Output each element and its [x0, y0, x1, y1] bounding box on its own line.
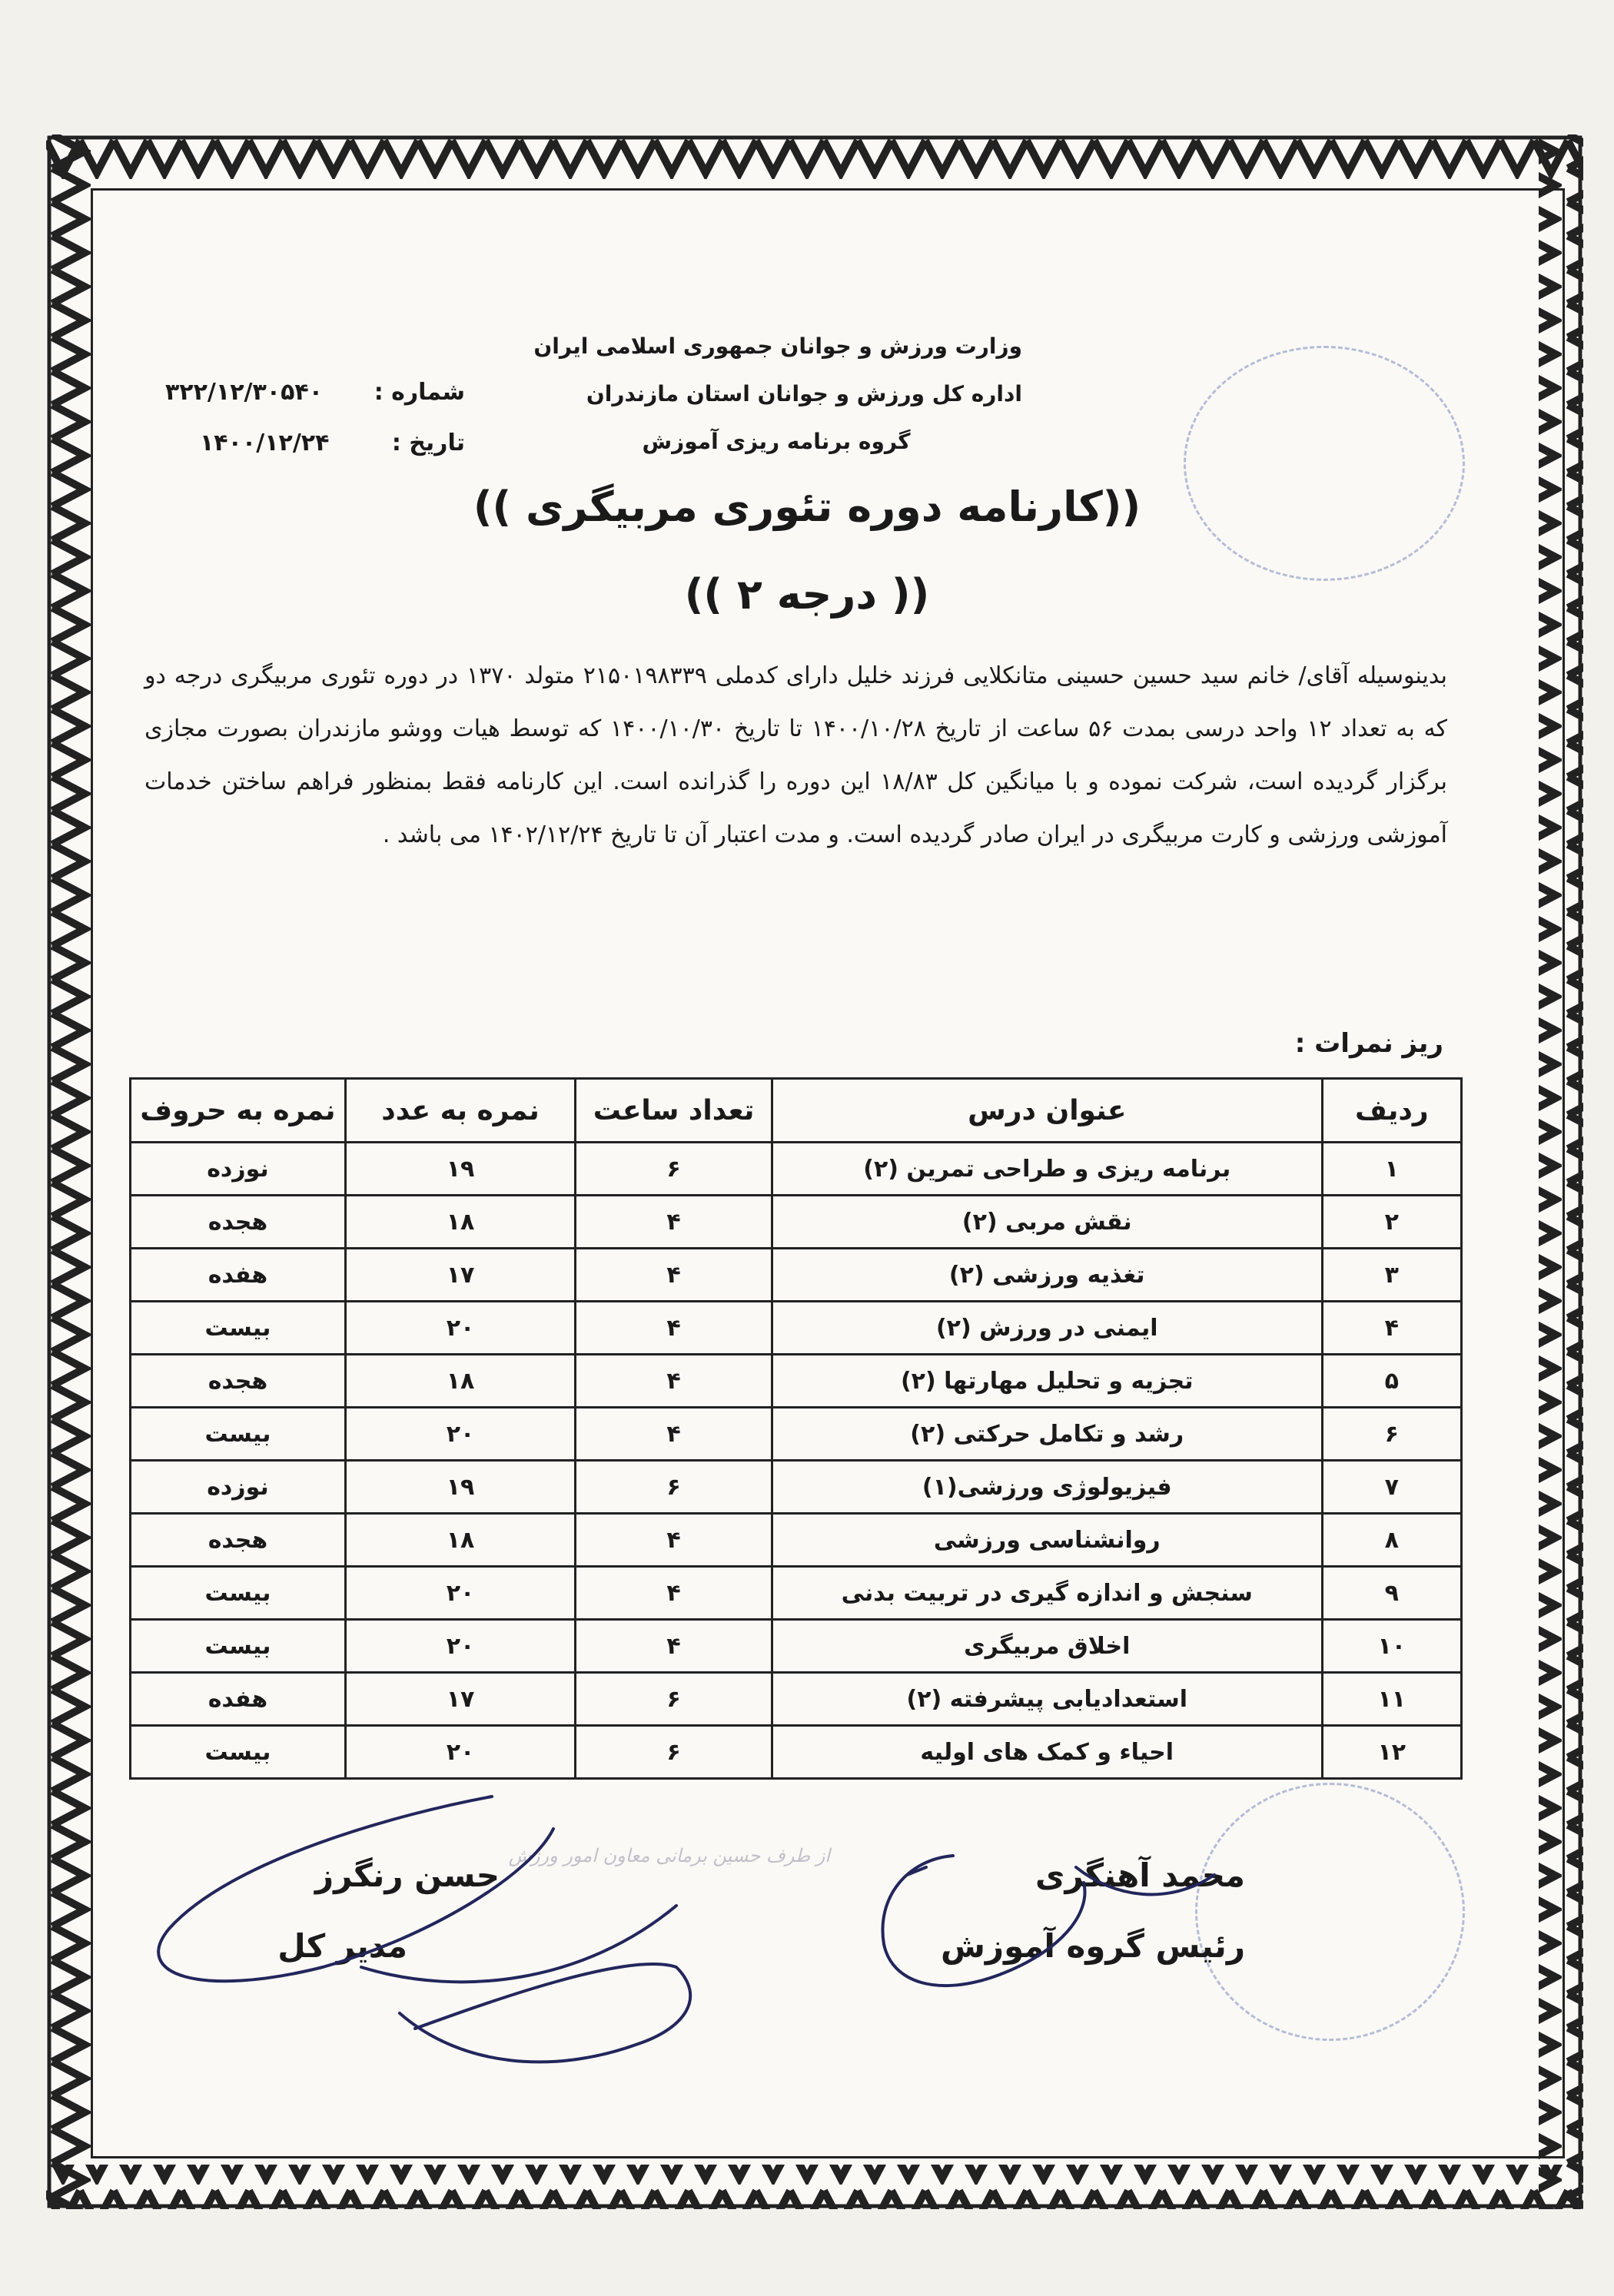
course-title: احیاء و کمک های اولیه	[772, 1726, 1322, 1779]
table-row	[131, 1461, 1462, 1514]
course-title: ایمنی در ورزش (۲)	[772, 1302, 1322, 1355]
course-title: فیزیولوژی ورزشی(۱)	[772, 1461, 1322, 1514]
grade-words: هفده	[131, 1673, 346, 1726]
course-hours: ۴	[576, 1620, 772, 1673]
course-hours: ۶	[576, 1143, 772, 1196]
header-course: عنوان درس	[772, 1079, 1322, 1143]
course-hours: ۶	[576, 1673, 772, 1726]
grade-words: نوزده	[131, 1143, 346, 1196]
table-row	[131, 1726, 1462, 1779]
row-number: ۹	[1322, 1567, 1461, 1620]
grade-number: ۲۰	[345, 1567, 575, 1620]
row-number: ۲	[1322, 1196, 1461, 1249]
course-title: سنجش و اندازه گیری در تربیت بدنی	[772, 1567, 1322, 1620]
row-number: ۷	[1322, 1461, 1461, 1514]
course-hours: ۶	[576, 1726, 772, 1779]
left-signer-name: حسن رنگرز	[314, 1856, 500, 1894]
course-hours: ۴	[576, 1302, 772, 1355]
course-hours: ۴	[576, 1355, 772, 1408]
date-value: ۱۴۰۰/۱۲/۲۴	[200, 430, 330, 456]
row-number: ۵	[1322, 1355, 1461, 1408]
grade-words: هجده	[131, 1355, 346, 1408]
table-row	[131, 1514, 1462, 1567]
department-name: اداره کل ورزش و جوانان استان مازندران	[586, 381, 1022, 406]
right-signer-name: محمد آهنگری	[1034, 1856, 1245, 1894]
grade-number: ۲۰	[345, 1408, 575, 1461]
grade-words: بیست	[131, 1620, 346, 1673]
grade-number: ۲۰	[345, 1620, 575, 1673]
row-number: ۸	[1322, 1514, 1461, 1567]
number-row	[165, 367, 465, 418]
grade-words: نوزده	[131, 1461, 346, 1514]
grade-words: هفده	[131, 1249, 346, 1302]
row-number: ۳	[1322, 1249, 1461, 1302]
table-row	[131, 1302, 1462, 1355]
course-title: نقش مربی (۲)	[772, 1196, 1322, 1249]
scores-label: ریز نمرات :	[1294, 1028, 1443, 1059]
signature-note: از طرف حسین برمانی معاون امور ورزش	[508, 1845, 830, 1866]
table-row	[131, 1143, 1462, 1196]
date-label: تاریخ :	[391, 430, 465, 456]
number-label: شماره :	[374, 379, 465, 406]
issuer-header	[533, 323, 1022, 466]
course-title: برنامه ریزی و طراحی تمرین (۲)	[772, 1143, 1322, 1196]
table-row	[131, 1249, 1462, 1302]
row-number: ۴	[1322, 1302, 1461, 1355]
top-stamp	[1184, 346, 1465, 581]
grade-number: ۲۰	[345, 1726, 575, 1779]
course-title: استعدادیابی پیشرفته (۲)	[772, 1673, 1322, 1726]
course-hours: ۶	[576, 1461, 772, 1514]
grade-words: بیست	[131, 1302, 346, 1355]
grade-words: بیست	[131, 1726, 346, 1779]
grades-table	[129, 1077, 1463, 1780]
table-row	[131, 1408, 1462, 1461]
course-hours: ۴	[576, 1196, 772, 1249]
row-number: ۶	[1322, 1408, 1461, 1461]
grade-number: ۱۷	[345, 1673, 575, 1726]
right-signer-role: رئیس گروه آموزش	[940, 1927, 1245, 1965]
row-number: ۱۲	[1322, 1726, 1461, 1779]
row-number: ۱۱	[1322, 1673, 1461, 1726]
header-hours: تعداد ساعت	[576, 1079, 772, 1143]
table-row	[131, 1567, 1462, 1620]
grade-number: ۱۷	[345, 1249, 575, 1302]
group-name: گروه برنامه ریزی آموزش	[642, 429, 911, 454]
ministry-name: وزارت ورزش و جوانان جمهوری اسلامی ایران	[533, 333, 1022, 359]
header-grade-number: نمره به عدد	[345, 1079, 575, 1143]
table-row	[131, 1355, 1462, 1408]
grade-number: ۱۸	[345, 1196, 575, 1249]
document-meta	[165, 367, 465, 469]
number-value: ۳۲۲/۱۲/۳۰۵۴۰	[165, 379, 324, 406]
grade-number: ۱۸	[345, 1355, 575, 1408]
grade-words: هجده	[131, 1514, 346, 1567]
course-title: رشد و تکامل حرکتی (۲)	[772, 1408, 1322, 1461]
grade-words: بیست	[131, 1408, 346, 1461]
course-hours: ۴	[576, 1249, 772, 1302]
left-signer-role: مدیر کل	[277, 1927, 407, 1965]
body-paragraph: بدینوسیله آقای/ خانم سید حسین حسینی متانکلایی فرزند خلیل دارای کدملی ۲۱۵۰۱۹۸۳۳۹ متولد ۱۳۷۰ در دوره تئوری مربیگری درجه دو که به تعداد ۱۲ واحد درسی بمدت ۵۶ ساعت از تاریخ ۱۴۰۰/۱۰/۲۸ تا تاریخ ۱۴۰۰/۱۰/۳۰ که توسط هیات ووشو مازندران بصورت مجازی برگزار گردیده است، شرکت نموده و با میانگین کل ۱۸/۸۳ این دوره را گذرانده است. این کارنامه فقط بمنظور فراهم ساختن خدمات آموزشی ورزشی و کارت مربیگری در ایران صادر گردیده است. و مدت اعتبار آن تا تاریخ ۱۴۰۲/۱۲/۲۴ می باشد .	[144, 662, 1448, 848]
course-hours: ۴	[576, 1514, 772, 1567]
table-row	[131, 1620, 1462, 1673]
date-row	[165, 418, 465, 469]
grade-number: ۱۹	[345, 1461, 575, 1514]
table-header-row	[131, 1079, 1462, 1143]
course-title: روانشناسی ورزشی	[772, 1514, 1322, 1567]
document-title: ((کارنامه دوره تئوری مربیگری ))	[473, 483, 1141, 531]
course-title: تغذیه ورزشی (۲)	[772, 1249, 1322, 1302]
header-grade-words: نمره به حروف	[131, 1079, 346, 1143]
grade-words: هجده	[131, 1196, 346, 1249]
course-title: اخلاق مربیگری	[772, 1620, 1322, 1673]
course-hours: ۴	[576, 1567, 772, 1620]
grade-words: بیست	[131, 1567, 346, 1620]
row-number: ۱	[1322, 1143, 1461, 1196]
certificate-body	[144, 649, 1447, 861]
right-signature-block	[941, 1840, 1245, 1982]
course-hours: ۴	[576, 1408, 772, 1461]
header-row-number: ردیف	[1322, 1079, 1461, 1143]
grade-number: ۱۹	[345, 1143, 575, 1196]
table-row	[131, 1673, 1462, 1726]
row-number: ۱۰	[1322, 1620, 1461, 1673]
left-signature-block	[277, 1840, 500, 1982]
course-title: تجزیه و تحلیل مهارتها (۲)	[772, 1355, 1322, 1408]
document-subtitle: (( درجه ۲ ))	[684, 570, 930, 619]
grade-number: ۲۰	[345, 1302, 575, 1355]
grade-number: ۱۸	[345, 1514, 575, 1567]
table-row	[131, 1196, 1462, 1249]
